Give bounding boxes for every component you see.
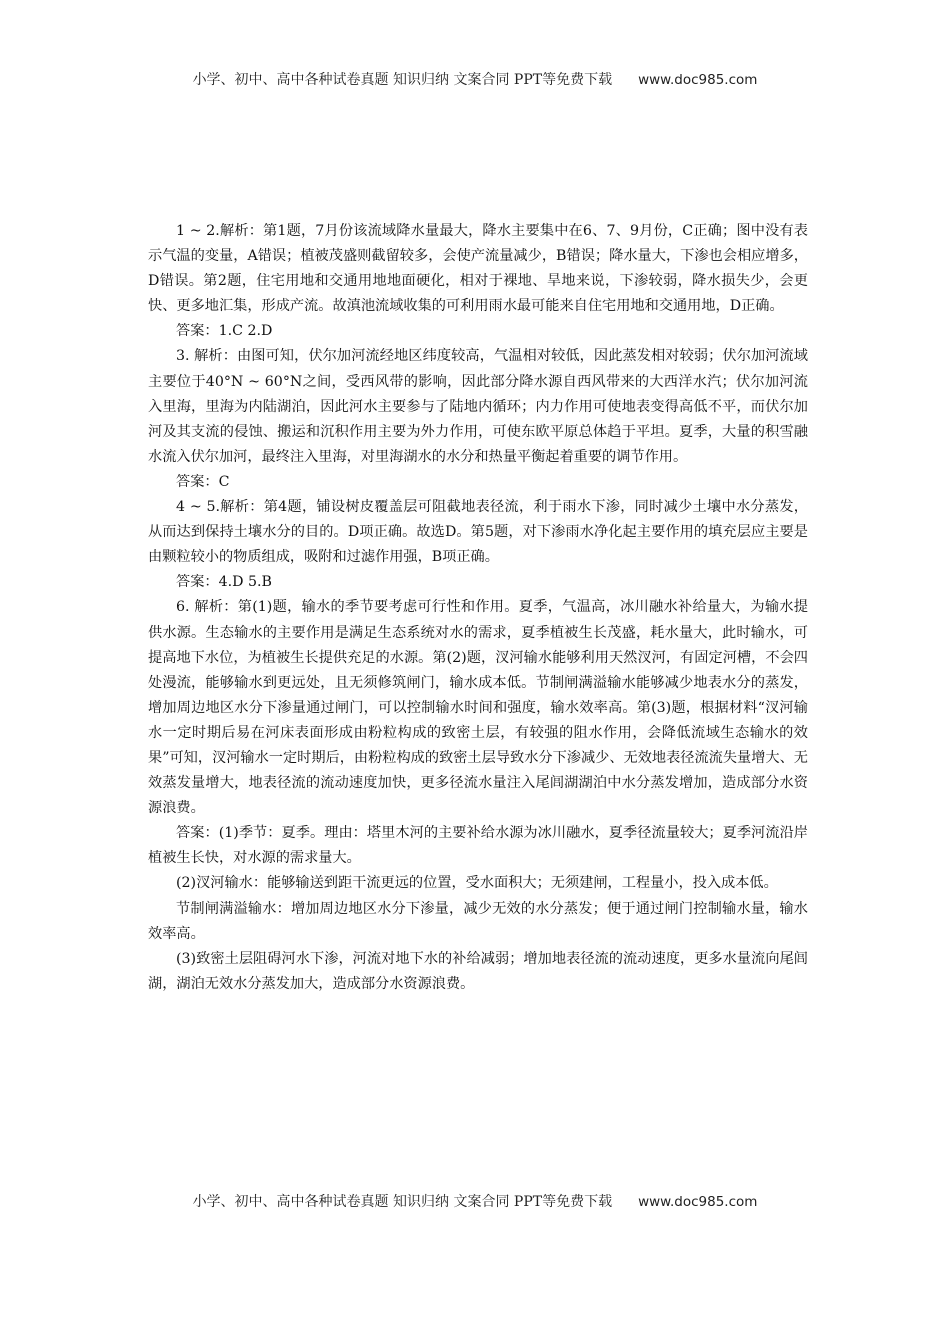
paragraph-q6-answer-2: (2)汊河输水：能够输送到距干流更远的位置，受水面积大；无须建闸，工程量小，投入成本低。 xyxy=(176,875,778,892)
paragraph-q1-2-answer: 答案：1.C 2.D xyxy=(176,323,273,340)
footer-text: 小学、初中、高中各种试卷真题 知识归纳 文案合同 PPT等免费下载 xyxy=(192,1194,613,1210)
page-footer xyxy=(0,1191,950,1211)
footer-site-link[interactable]: www.doc985.com xyxy=(638,1194,758,1210)
paragraph-q6-analysis: 6. 解析：第(1)题，输水的季节要考虑可行性和作用。夏季，气温高，冰川融水补给量大，为输水提供水源。生态输水的主要作用是满足生态系统对水的需求，夏季植被生长茂盛，耗水量大，此时输水，可提高地下水位，为植被生长提供充足的水源。第(2)题，汊河输水能够利用天然汊河，有固定河槽，不会四处漫流，能够输水到更远处，且无须修筑闸门，输水成本低。节制闸满溢输水能够减少地表水分的蒸发，增加周边地区水分下渗量通过闸门，可以控制输水时间和强度，输水效率高。第(3)题，根据材料“汊河输水一定时期后易在河床表面形成由粉粒构成的致密土层，有较强的阻水作用，会降低流域生态输水的效果”可知，汊河输水一定时期后，由粉粒构成的致密土层导致水分下渗减少、无效地表径流流失量增大、无效蒸发量增大，地表径流的流动速度加快，更多径流水量注入尾闾湖湖泊中水分蒸发增加，造成部分水资源浪费。 xyxy=(148,599,808,817)
paragraph-q4-5-answer: 答案：4.D 5.B xyxy=(176,574,272,591)
page-header xyxy=(0,69,950,89)
paragraph-q4-5-analysis: 4 ~ 5.解析：第4题，铺设树皮覆盖层可阻截地表径流，利于雨水下渗，同时减少土壤中水分蒸发，从而达到保持土壤水分的目的。D项正确。故选D。第5题，对下渗雨水净化起主要作用的填充层应主要是由颗粒较小的物质组成，吸附和过滤作用强，B项正确。 xyxy=(148,499,808,566)
paragraph-q3-analysis: 3. 解析：由图可知，伏尔加河流经地区纬度较高，气温相对较低，因此蒸发相对较弱；伏尔加河流域主要位于40°N ~ 60°N之间，受西风带的影响，因此部分降水源自西风带来的大西洋水汽；伏尔加河流入里海，里海为内陆湖泊，因此河水主要参与了陆地内循环；内力作用可使地表变得高低不平，而伏尔加河及其支流的侵蚀、搬运和沉积作用主要为外力作用，可使东欧平原总体趋于平坦。夏季，大量的积雪融水流入伏尔加河，最终注入里海，对里海湖水的水分和热量平衡起着重要的调节作用。 xyxy=(148,348,808,465)
paragraph-q3-answer: 答案：C xyxy=(176,473,230,490)
header-site-link[interactable]: www.doc985.com xyxy=(638,72,758,88)
paragraph-q6-answer-1: 答案：(1)季节：夏季。理由：塔里木河的主要补给水源为冰川融水，夏季径流量较大；夏季河流沿岸植被生长快，对水源的需求量大。 xyxy=(148,825,808,867)
answer-content xyxy=(148,219,808,997)
paragraph-q1-2-analysis: 1 ~ 2.解析：第1题，7月份该流域降水量最大，降水主要集中在6、7、9月份，C正确；图中没有表示气温的变量，A错误；植被茂盛则截留较多，会使产流量减少，B错误；降水量大，下渗也会相应增多，D错误。第2题，住宅用地和交通用地地面硬化，相对于裸地、旱地来说，下渗较弱，降水损失少，会更快、更多地汇集，形成产流。故滇池流域收集的可利用雨水最可能来自住宅用地和交通用地，D正确。 xyxy=(148,223,808,315)
paragraph-q6-answer-2b: 节制闸满溢输水：增加周边地区水分下渗量，减少无效的水分蒸发；便于通过闸门控制输水量，输水效率高。 xyxy=(148,900,808,942)
paragraph-q6-answer-3: (3)致密土层阻碍河水下渗，河流对地下水的补给减弱；增加地表径流的流动速度，更多水量流向尾闾湖，湖泊无效水分蒸发加大，造成部分水资源浪费。 xyxy=(148,950,808,992)
header-text: 小学、初中、高中各种试卷真题 知识归纳 文案合同 PPT等免费下载 xyxy=(192,72,613,88)
